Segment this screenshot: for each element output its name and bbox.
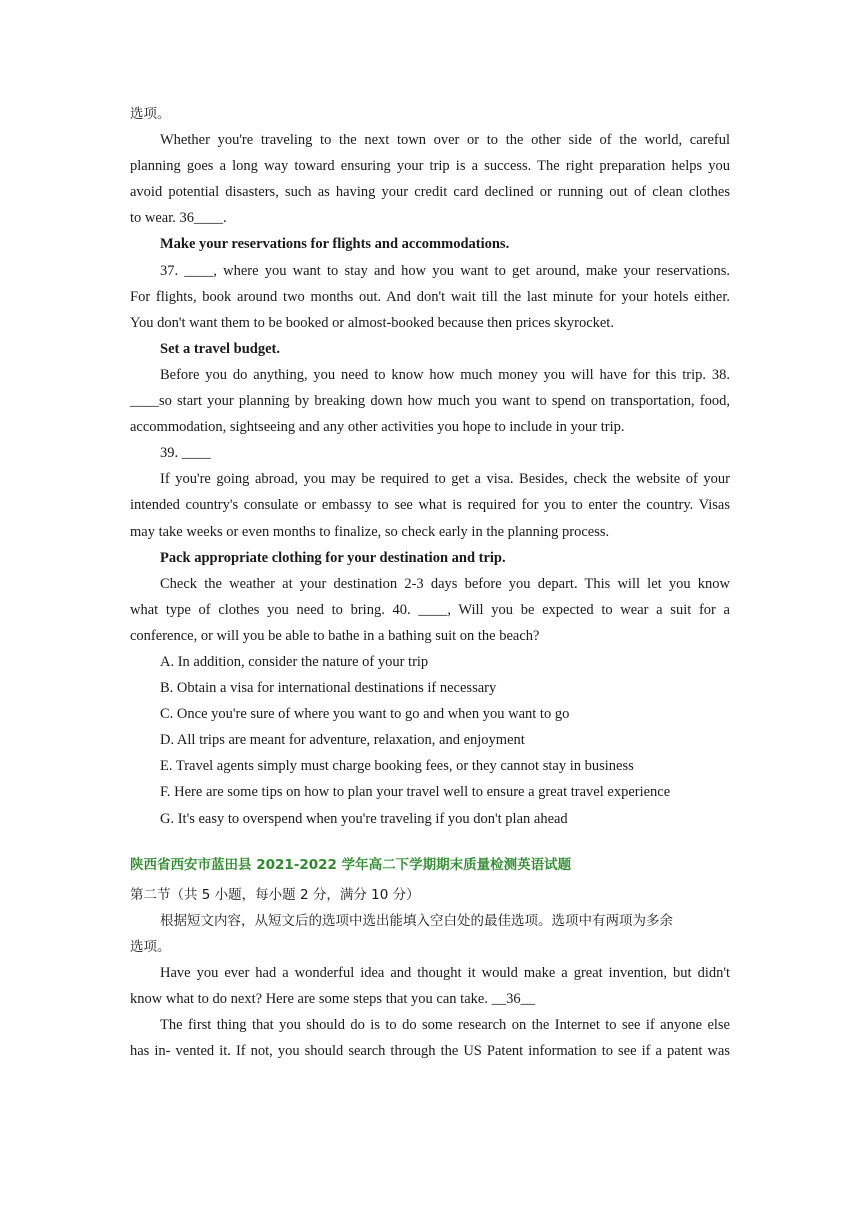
section-info: 第二节（共 5 小题，每小题 2 分，满分 10 分） [130, 886, 420, 903]
text-line: has in- vented it. If not, you should search through the US Patent information to see if a patent was [130, 1043, 730, 1060]
text-line: planning goes a long way toward ensuring your trip is a success. The right preparation helps you [130, 158, 730, 175]
text-line: may take weeks or even months to finalize, so check early in the planning process. [130, 523, 610, 540]
exam-title: 陕西省西安市蓝田县 2021-2022 学年高二下学期期末质量检测英语试题 [130, 856, 572, 873]
option-e: E. Travel agents simply must charge booking fees, or they cannot stay in business [160, 758, 634, 775]
text-line: to wear. 36____. [130, 210, 227, 227]
text-line: 37. ____, where you want to stay and how you want to get around, make your reservations. [160, 262, 730, 279]
text-line: avoid potential disasters, such as having your credit card declined or running out of clean clothes [130, 184, 730, 201]
instruction-text: 根据短文内容，从短文后的选项中选出能填入空白处的最佳选项。选项中有两项为多余 [160, 912, 673, 929]
option-c: C. Once you're sure of where you want to go and when you want to go [160, 706, 570, 723]
text-line: Check the weather at your destination 2-3 days before you depart. This will let you know [160, 575, 730, 592]
text-line: Have you ever had a wonderful idea and thought it would make a great invention, but didn't [160, 964, 730, 981]
text-line: ____so start your planning by breaking down how much you want to spend on transportation, food, [130, 393, 730, 410]
option-g: G. It's easy to overspend when you're traveling if you don't plan ahead [160, 810, 568, 827]
text-line: conference, or will you be able to bathe in a bathing suit on the beach? [130, 627, 540, 644]
option-a: A. In addition, consider the nature of your trip [160, 653, 429, 670]
option-f: F. Here are some tips on how to plan your travel well to ensure a great travel experience [160, 784, 671, 801]
text-line: know what to do next? Here are some steps that you can take. __36__ [130, 991, 536, 1007]
text-line: intended country's consulate or embassy to see what is required for you to enter the country. Visas [130, 497, 730, 514]
text-line: accommodation, sightseeing and any other activities you hope to include in your trip. [130, 419, 625, 436]
instruction-text: 选项。 [130, 938, 171, 955]
option-b: B. Obtain a visa for international destinations if necessary [160, 680, 497, 697]
text-line: The first thing that you should do is to do some research on the Internet to see if anyone else [160, 1017, 730, 1034]
text-line: Whether you're traveling to the next town over or to the other side of the world, careful [160, 132, 730, 149]
text-line: what type of clothes you need to bring. 40. ____, Will you be expected to wear a suit for a [130, 601, 730, 618]
text-line: For flights, book around two months out. And don't wait till the last minute for your hotels either. [130, 288, 730, 305]
subheading: Make your reservations for flights and accommodations. [160, 236, 510, 253]
text-line: You don't want them to be booked or almost-booked because then prices skyrocket. [130, 314, 614, 331]
text-line: If you're going abroad, you may be required to get a visa. Besides, check the website of your [160, 471, 730, 488]
text-line: 39. ____ [160, 445, 211, 462]
text-line: Before you do anything, you need to know how much money you will have for this trip. 38. [160, 366, 730, 383]
subheading: Pack appropriate clothing for your destination and trip. [160, 549, 506, 566]
option-d: D. All trips are meant for adventure, relaxation, and enjoyment [160, 732, 525, 749]
text-line: 选项。 [130, 106, 171, 122]
document-page [130, 101, 730, 1064]
subheading: Set a travel budget. [160, 340, 281, 357]
